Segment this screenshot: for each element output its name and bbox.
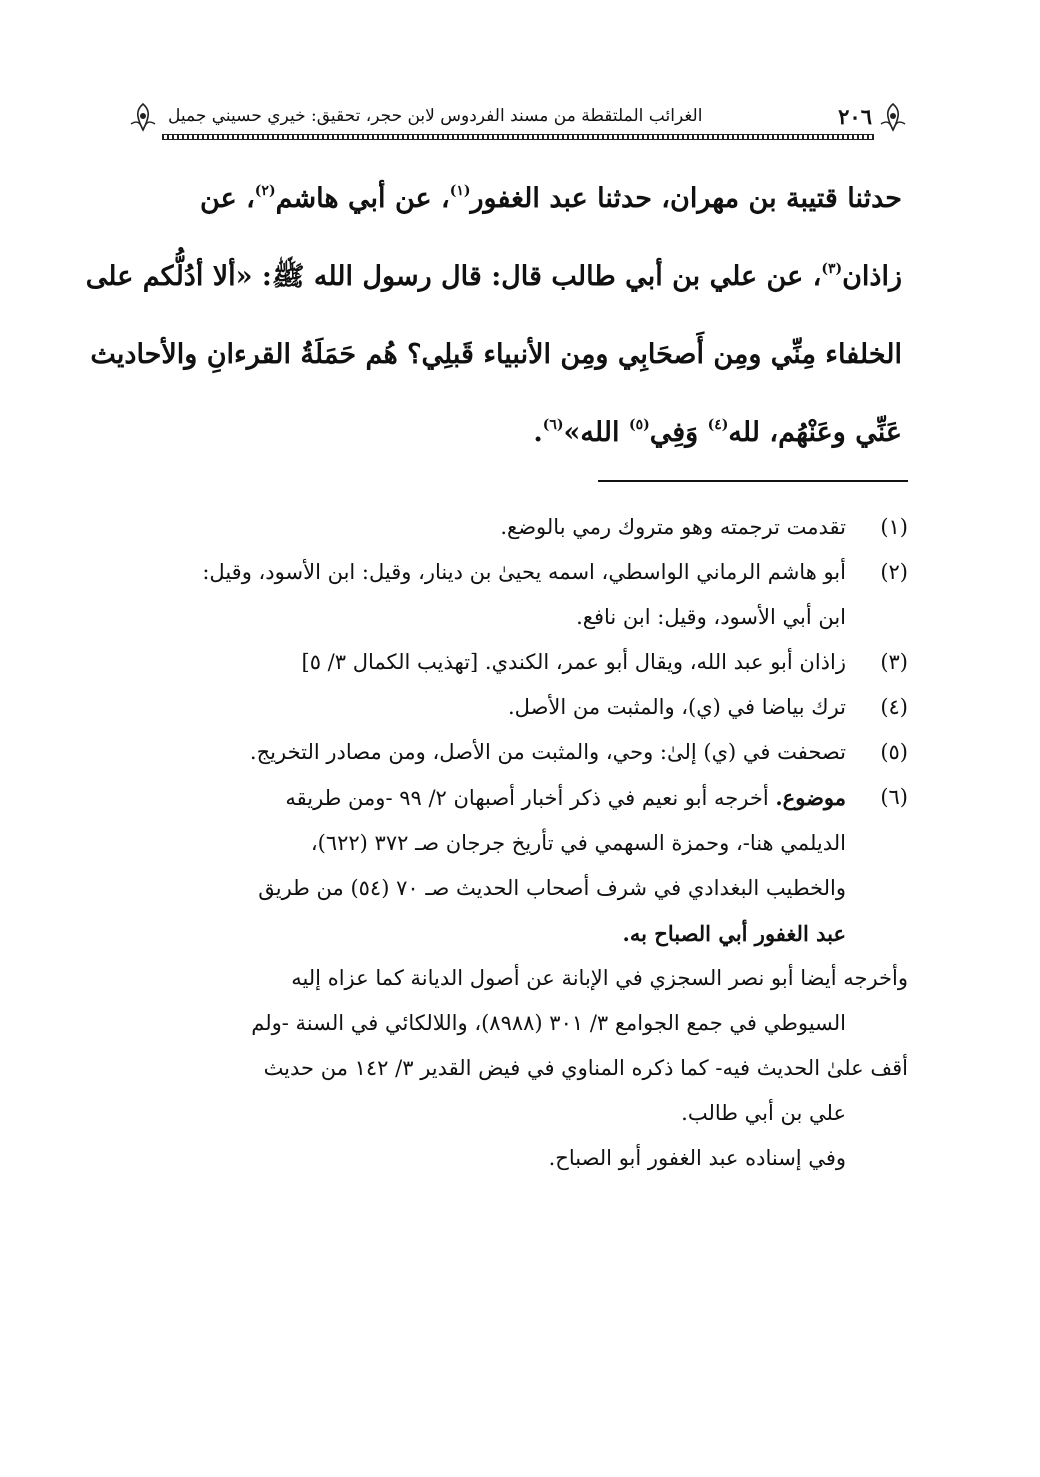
footnote: (١) تقدمت ترجمته وهو متروك رمي بالوضع.	[130, 505, 908, 550]
footnote-number: (٢)	[880, 560, 908, 584]
footnotes	[130, 505, 908, 1181]
page-number: ٢٠٦	[838, 104, 872, 129]
page-header	[128, 98, 908, 140]
text-line: الخلفاء مِنِّي ومِن أَصحَابِي ومِن الأنبياء قَبلِي؟ هُم حَمَلَةُ القرءانِ والأحاديث	[90, 339, 902, 370]
footnote-continuation: وأخرجه أيضا أبو نصر السجزي في الإبانة عن أصول الديانة كما عزاه إليه	[291, 966, 908, 990]
text-line: حدثنا قتيبة بن مهران، حدثنا عبد الغفور$^{(١)}$، عن أبي هاشم$^{(٢)}$، عن	[200, 183, 902, 214]
footnote-number: (١)	[880, 515, 908, 539]
ornament-icon	[128, 102, 158, 132]
footnote: (٤) ترك بياضا في (ي)، والمثبت من الأصل.	[130, 685, 908, 730]
footnote: (٥) تصحفت في (ي) إلىٰ: وحي، والمثبت من الأصل، ومن مصادر التخريج.	[130, 730, 908, 775]
footnote-number: (٣)	[880, 650, 908, 674]
text-line: زاذان$^{(٣)}$، عن علي بن أبي طالب قال: قال رسول الله ﷺ: «ألا أدُلُّكم على	[85, 261, 902, 292]
header-rule	[162, 134, 874, 140]
footnote-number: (٤)	[880, 695, 908, 719]
footnote: (٢) أبو هاشم الرماني الواسطي، اسمه يحيىٰ بن دينار، وقيل: ابن الأسود، وقيل: ابن أبي الأسود، وقيل: ابن نافع.	[130, 550, 908, 640]
ornament-icon	[878, 102, 908, 132]
footnote: (٦) موضوع. أخرجه أبو نعيم في ذكر أخبار أصبهان ٢/ ٩٩ -ومن طريقه الديلمي هنا-، وحمزة السهمي في تأريخ جرجان صـ ٣٧٢ (٦٢٢)، والخطيب البغدادي في شرف أصحاب الحديث صـ ٧٠ (٥٤) من طريق عبد الغفور أبي الصباح به. وأخرجه أيضا أبو نصر السجزي في الإبانة عن أصول الديانة كما عزاه إليه السيوطي في جمع الجوامع ٣/ ٣٠١ (٨٩٨٨)، واللالكائي في السنة -ولم أقف علىٰ الحديث فيه- كما ذكره المناوي في فيض القدير ٣/ ١٤٢ من حديث علي بن أبي طالب. وفي إسناده عبد الغفور أبو الصباح.	[130, 775, 908, 1181]
footnote-separator	[598, 480, 908, 482]
text-line: عَنِّي وعَنْهُم، لله$^{(٤)}$ وَفِي$^{(٥)}$ الله»$^{(٦)}$.	[533, 417, 902, 448]
footnote-number: (٥)	[880, 740, 908, 764]
footnote: (٣) زاذان أبو عبد الله، ويقال أبو عمر، الكندي. [تهذيب الكمال ٣/ ٥]	[130, 640, 908, 685]
running-title: الغرائب الملتقطة من مسند الفردوس لابن حجر، تحقيق: خيري حسيني جميل	[168, 106, 703, 126]
hadith-text	[85, 160, 902, 472]
footnote-number: (٦)	[880, 785, 908, 809]
